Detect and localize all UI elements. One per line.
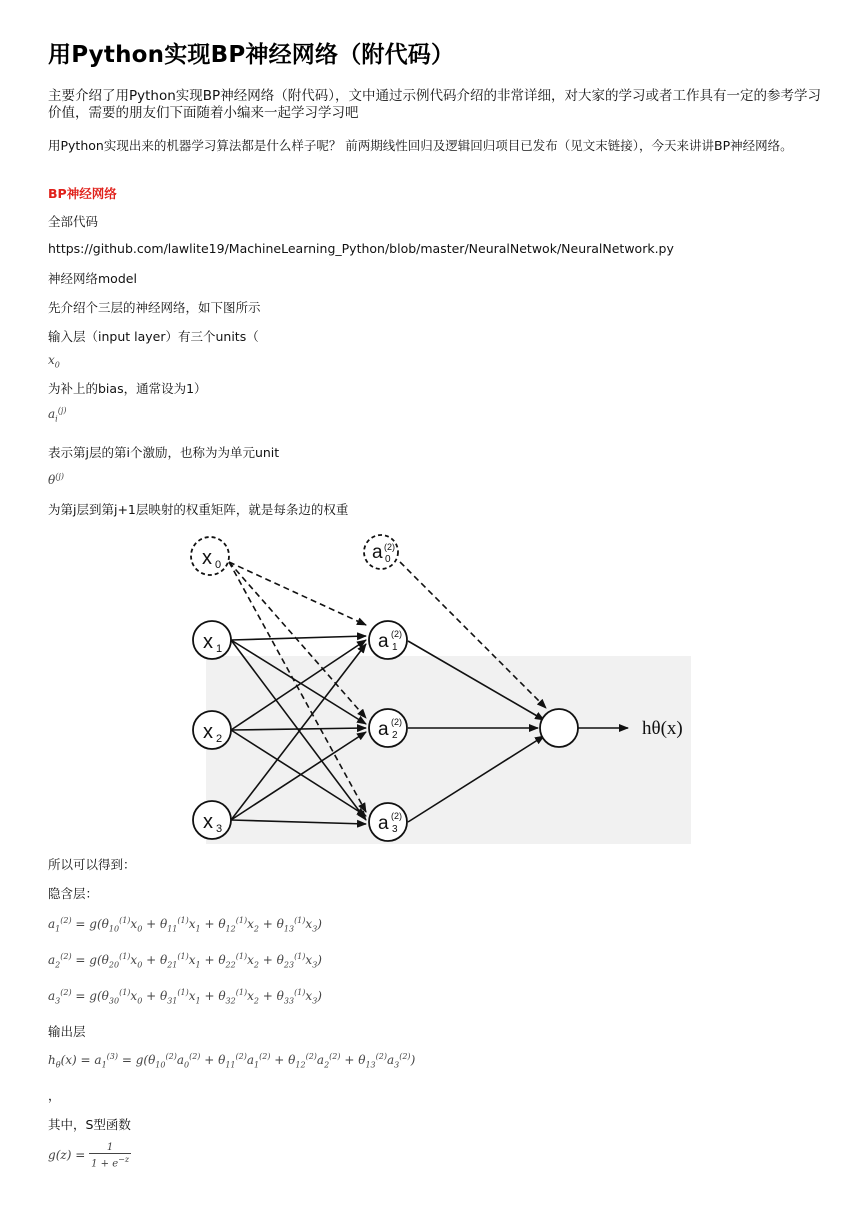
comma-line: ， xyxy=(48,1088,61,1103)
node-a3-sub: 3 xyxy=(392,824,398,835)
model-intro: 先介绍个三层的神经网络，如下图所示 xyxy=(48,300,261,315)
sigmoid-fraction: $\frac{1}{1 + e^{-z}}$ xyxy=(91,1142,130,1170)
equation-sigmoid: g(z) = $\frac{1}{1 + e^{-z}}$ xyxy=(48,1142,130,1170)
equation-h: $h_\theta(x) = a_1^{(3)} = g(\theta_{10}^{(2)}a_0^{(2)} + \theta_{11}^{(2)}a_1^{(2)} + \theta_{12}^{(2)}a_2^{(2)} + \theta_{13}^{(2)}a_3^{(2)})$ xyxy=(48,1052,416,1070)
code-link[interactable]: https://github.com/lawlite19/MachineLearning_Python/blob/master/NeuralNetwok/NeuralNetwork.py xyxy=(48,241,674,256)
node-a3-sup: (2) xyxy=(391,811,402,821)
equation-a3: $a_3^{(2)} = g(\theta_{30}^{(1)}x_0 + \theta_{31}^{(1)}x_1 + \theta_{32}^{(1)}x_2 + \theta_{33}^{(1)}x_3)$ xyxy=(48,988,322,1006)
node-x0-label: x xyxy=(202,547,212,569)
diagram-background xyxy=(206,656,691,844)
node-a3-label: a xyxy=(378,813,389,834)
node-a0-sup: (2) xyxy=(384,542,395,552)
article-intro: 用Python实现出来的机器学习算法都是什么样子呢？ 前两期线性回归及逻辑回归项目已发布（见文末链接），今天来讲讲BP神经网络。 xyxy=(48,138,793,153)
bias-text: 为补上的bias，通常设为1） xyxy=(48,381,207,396)
node-a2-sub: 2 xyxy=(392,730,398,741)
node-a2-label: a xyxy=(378,719,389,740)
model-label: 神经网络model xyxy=(48,271,137,286)
activation-text: 表示第j层的第i个激励，也称为为单元unit xyxy=(48,445,280,460)
neural-network-diagram xyxy=(186,528,696,846)
equation-a2: $a_2^{(2)} = g(\theta_{20}^{(1)}x_0 + \theta_{21}^{(1)}x_1 + \theta_{22}^{(1)}x_2 + \theta_{23}^{(1)}x_3)$ xyxy=(48,952,322,970)
theta-text: 为第j层到第j+1层映射的权重矩阵，就是每条边的权重 xyxy=(48,502,349,517)
node-x0-sub: 0 xyxy=(215,559,222,571)
result-label: 所以可以得到： xyxy=(48,857,136,872)
math-aij: $a_i^{(j)}$ xyxy=(48,406,67,424)
input-layer-text: 输入层（input layer）有三个units（ xyxy=(48,329,259,344)
hidden-layer-label: 隐含层： xyxy=(48,886,99,901)
node-x3-sub: 3 xyxy=(216,823,223,835)
page-title: 用Python实现BP神经网络（附代码） xyxy=(48,42,455,68)
section-heading: BP神经网络 xyxy=(48,186,117,201)
math-x0: $x_0$ xyxy=(48,353,60,370)
output-label: hθ(x) xyxy=(642,718,683,739)
node-a1-sup: (2) xyxy=(391,629,402,639)
node-x2-sub: 2 xyxy=(216,733,223,745)
node-a0-sub: 0 xyxy=(385,554,391,565)
node-x1-sub: 1 xyxy=(216,643,223,655)
math-theta: $\theta^{(j)}$ xyxy=(48,472,64,487)
node-a0-label: a xyxy=(372,542,383,563)
article-summary: 主要介绍了用Python实现BP神经网络（附代码），文中通过示例代码介绍的非常详细，对大家的学习或者工作具有一定的参考学习价值，需要的朋友们下面随着小编来一起学习学习吧 xyxy=(48,88,821,121)
node-a1-sub: 1 xyxy=(392,642,398,653)
node-output xyxy=(540,709,578,747)
node-x2-label: x xyxy=(203,721,213,743)
node-x3-label: x xyxy=(203,811,213,833)
output-layer-label: 输出层 xyxy=(48,1024,86,1039)
node-a2-sup: (2) xyxy=(391,717,402,727)
sigmoid-label: 其中，S型函数 xyxy=(48,1117,131,1132)
equation-a1: $a_1^{(2)} = g(\theta_{10}^{(1)}x_0 + \theta_{11}^{(1)}x_1 + \theta_{12}^{(1)}x_2 + \theta_{13}^{(1)}x_3)$ xyxy=(48,916,322,934)
all-code-label: 全部代码 xyxy=(48,214,99,229)
node-x1-label: x xyxy=(203,631,213,653)
node-a1-label: a xyxy=(378,631,389,652)
